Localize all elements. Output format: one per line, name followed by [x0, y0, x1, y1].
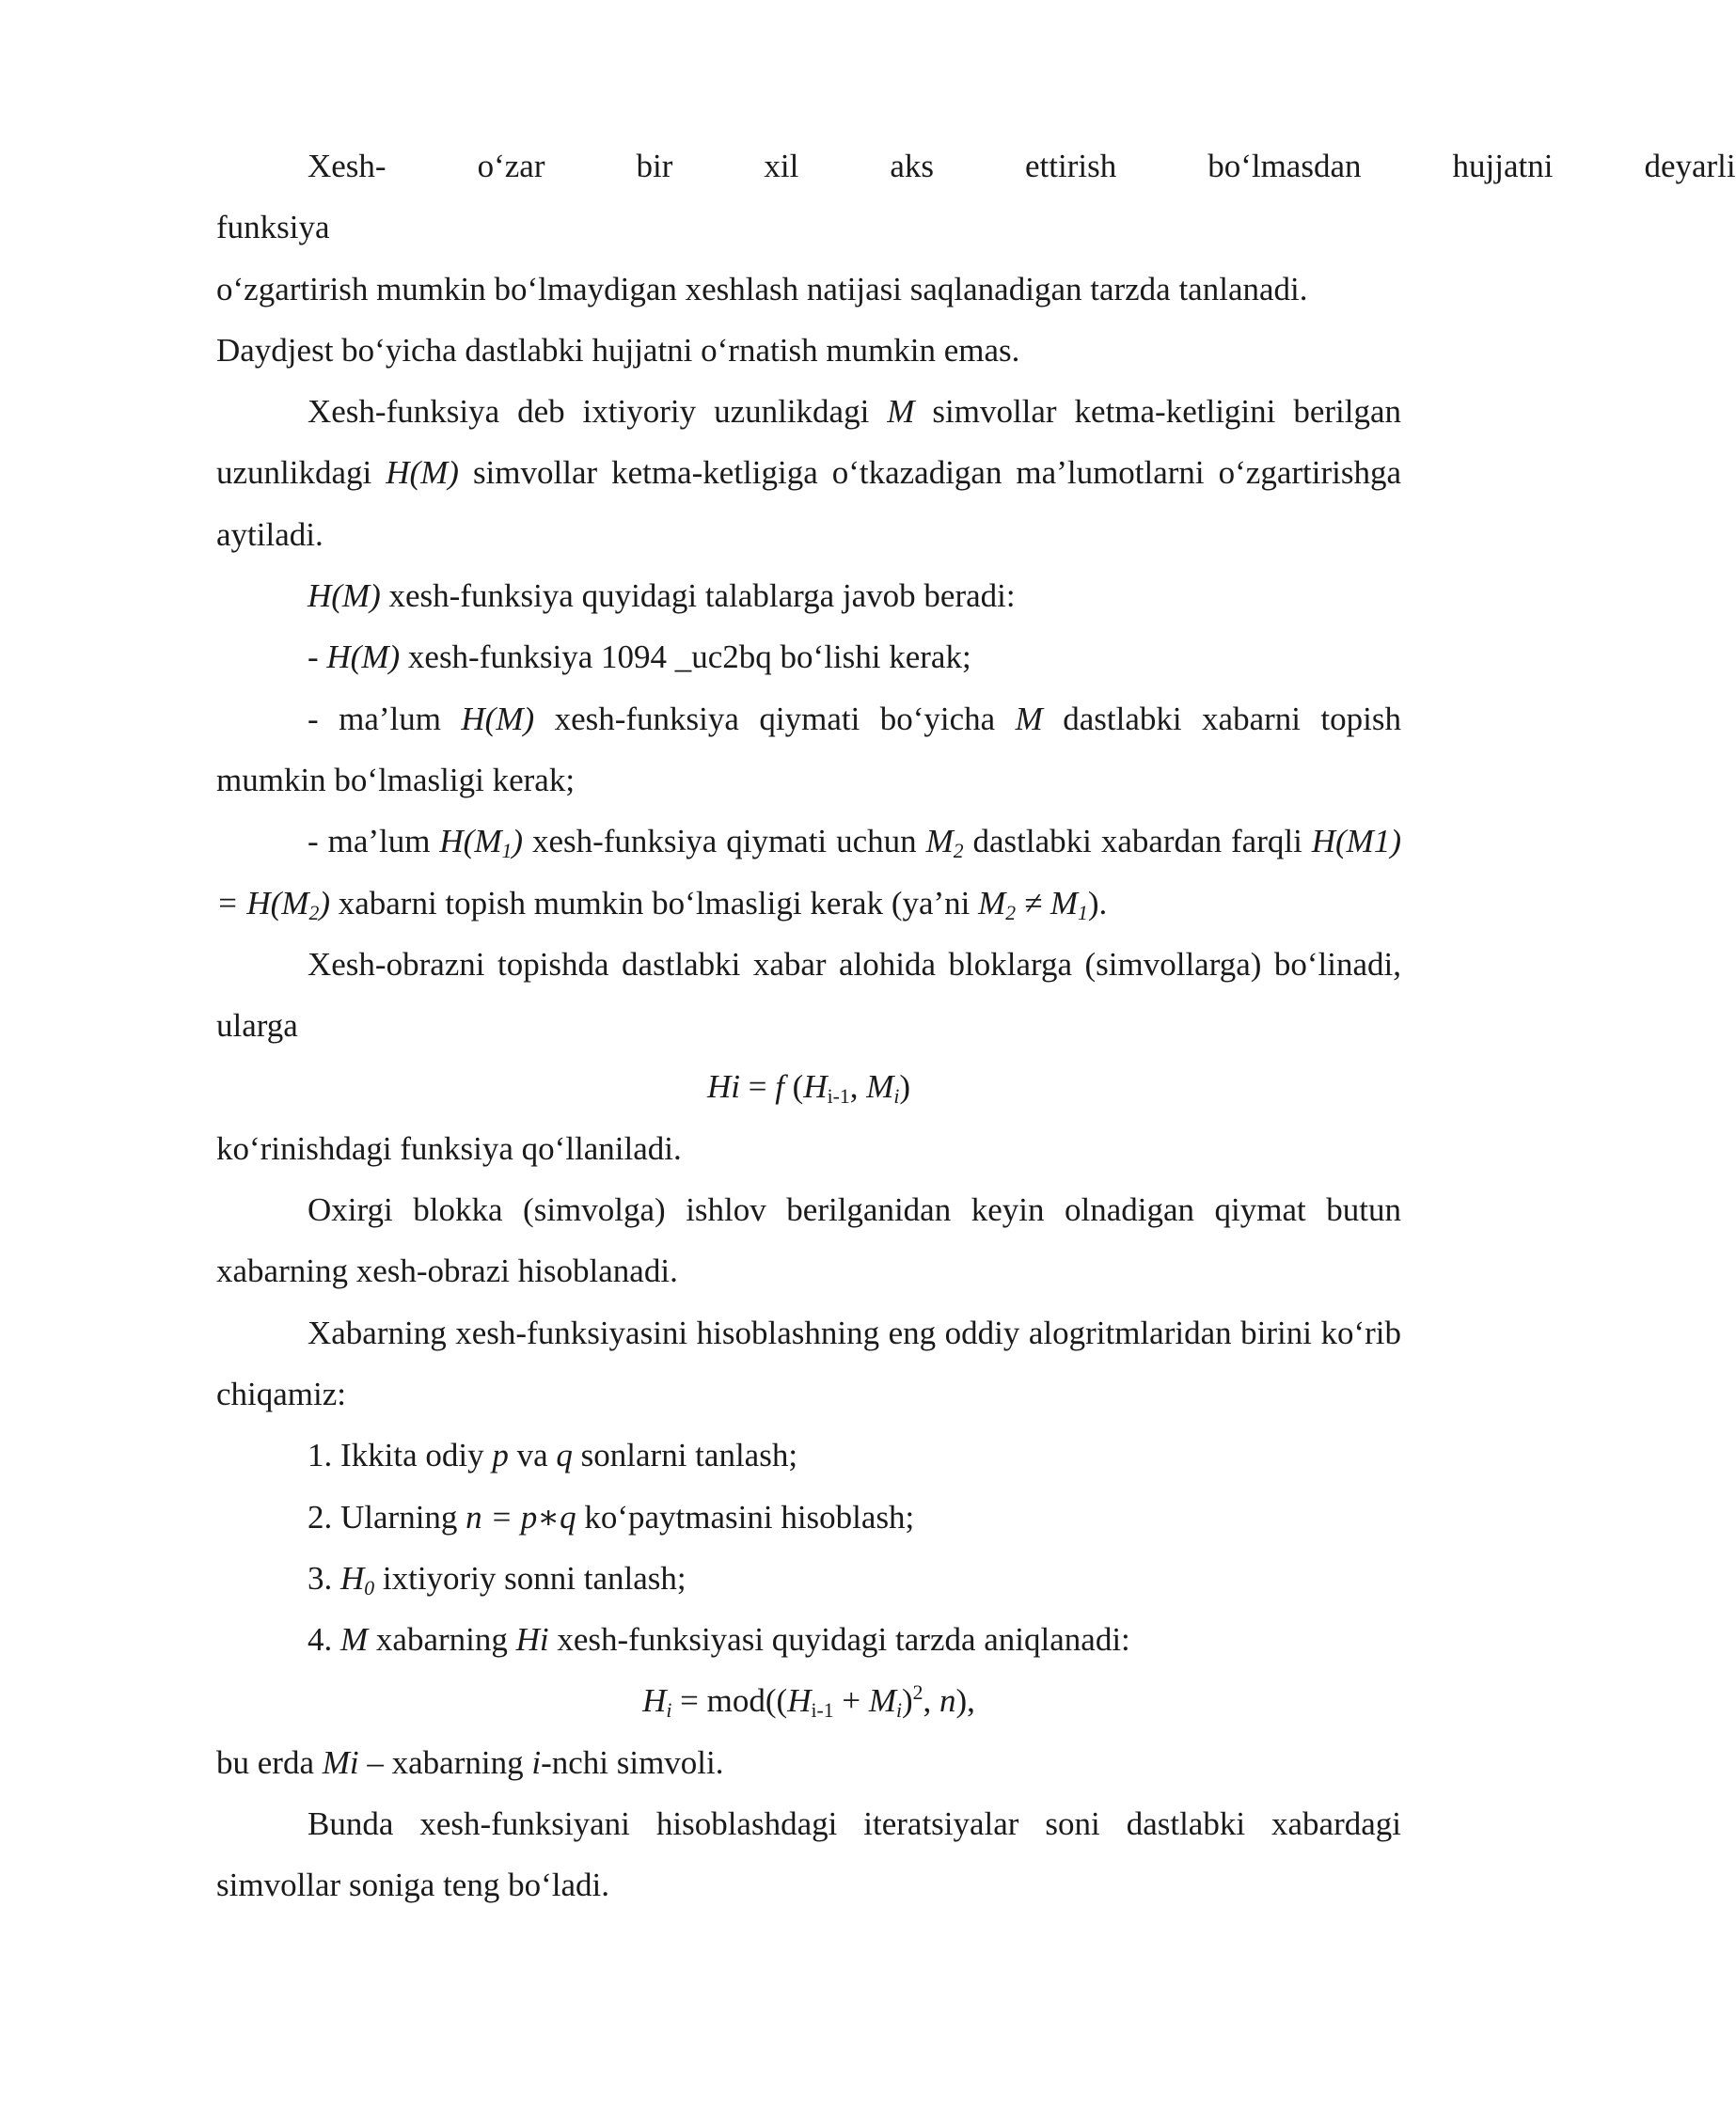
requirement-2: - ma’lum H(M) xesh-funksiya qiymati bo‘yicha M dastlabki xabarni topish mumkin bo‘lmasligi kerak; [216, 700, 1401, 798]
list-item-4: 4. M xabarning Hi xesh-funksiyasi quyidagi tarzda aniqlanadi: [308, 1621, 1130, 1659]
paragraph-2: Xesh-funksiya deb ixtiyoriy uzunlikdagi M simvollar ketma-ketligini berilgan uzunlikdagi H(M) simvollar ketma-ketligiga o‘tkazadigan ma’lumotlarni o‘zgartirishga aytiladi. [216, 393, 1401, 553]
word: ettirish [1024, 148, 1117, 184]
symbol-hm: H(M) [386, 454, 459, 492]
list-item-3: 3. $H_0$ ixtiyoriy sonni tanlash; [308, 1559, 687, 1599]
paragraph-1-line-3: Daydjest bo‘yicha dastlabki hujjatni o‘rnatish mumkin emas. [216, 331, 1020, 369]
paragraph-8: ko‘rinishdagi funksiya qo‘llaniladi. [216, 1129, 682, 1167]
symbol-hm: H(M) [461, 700, 535, 737]
word: xil [764, 148, 799, 184]
paragraph-9: Oxirgi blokka (simvolga) ishlov berilganidan keyin olnadigan qiymat butun xabarning xesh-obrazi hisoblanadi. [216, 1191, 1401, 1290]
equation-inline: $H(M1) = H(M_2)$ [216, 823, 1401, 924]
symbol-m2: $M_2$ [925, 823, 964, 863]
document-page [216, 135, 1736, 1916]
word: hujjatni [1452, 148, 1554, 184]
word: bo‘lmasdan [1207, 148, 1362, 184]
paragraph-11: bu erda Mi – xabarning i-nchi simvoli. [216, 1743, 724, 1781]
formula-1: Hi = f ($H_{i-1}$, $M_i$) [706, 1068, 911, 1109]
word: aks [890, 148, 934, 184]
symbol-hm: H(M) [308, 577, 381, 615]
paragraph-7: Xesh-obrazni topishda dastlabki xabar alohida bloklarga (simvollarga) bo‘linadi, ularga [216, 945, 1401, 1045]
paragraph-1 [216, 135, 1736, 259]
requirement-1: - H(M) xesh-funksiya 1094 _uc2bq bo‘lishi kerak; [308, 638, 971, 676]
symbol-hm1: $H(M_1)$ [439, 823, 523, 863]
inequality-inline: $M_2 \ne M_1$ [978, 884, 1088, 924]
paragraph-12: Bunda xesh-funksiyani hisoblashdagi iteratsiyalar soni dastlabki xabardagi simvollar soniga teng bo‘ladi. [216, 1805, 1401, 1904]
paragraph-1-line-1 [216, 135, 1736, 259]
word: Xesh-funksiya [216, 148, 387, 246]
formula-2: $H_i = mod((H_{i-1} + M_i)^2$, n), [642, 1681, 975, 1723]
word: deyarli [1644, 148, 1736, 184]
list-item-1: 1. Ikkita odiy p va q sonlarni tanlash; [308, 1437, 798, 1474]
symbol-m: M [887, 393, 915, 431]
word: o‘zar [477, 148, 545, 184]
word: bir [636, 148, 673, 184]
symbol-m: M [1015, 700, 1043, 737]
paragraph-1-line-2: o‘zgartirish mumkin bo‘lmaydigan xeshlash natijasi saqlanadigan tarzda tanlanadi. [216, 270, 1308, 307]
symbol-hm: H(M) [326, 638, 401, 676]
paragraph-10: Xabarning xesh-funksiyasini hisoblashning eng oddiy alogritmlaridan birini ko‘rib chiqamiz: [216, 1314, 1401, 1412]
paragraph-3: H(M) xesh-funksiya quyidagi talablarga javob beradi: [308, 577, 1016, 615]
requirement-3: - ma’lum $H(M_1)$ xesh-funksiya qiymati uchun $M_2$ dastlabki xabardan farqli $H(M1) = H(M_2)$ xabarni topish mumkin bo‘lmasligi kerak (ya’ni $M_2 \ne M_1$). [216, 823, 1401, 924]
list-item-2: 2. Ularning n = p∗q ko‘paytmasini hisoblash; [308, 1498, 915, 1536]
